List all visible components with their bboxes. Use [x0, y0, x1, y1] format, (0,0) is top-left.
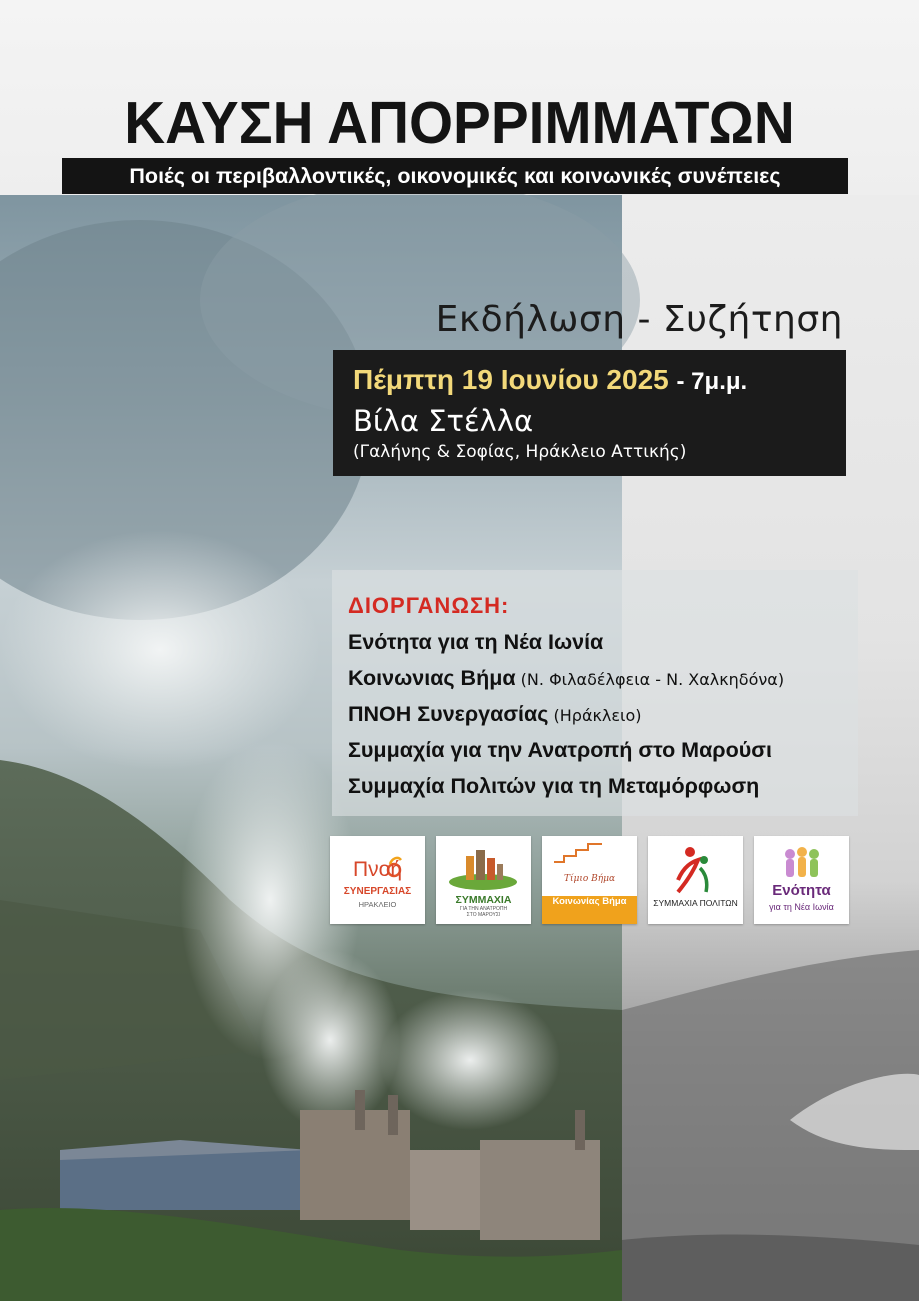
logo-symmaxia-line2: ΣΤΟ ΜΑΡΟΥΣΙ [466, 912, 501, 918]
organizer-item [348, 696, 784, 732]
logo-pnoi-line1: ΣΥΝΕΡΓΑΣΙΑΣ [343, 886, 412, 897]
event-time: - 7μ.μ. [676, 368, 748, 395]
chimney [575, 1110, 585, 1150]
smoke-plume [0, 530, 320, 770]
logo-politon-word: ΣΥΜΜΑΧΙΑ ΠΟΛΙΤΩΝ [653, 898, 738, 908]
foreground-trees-gray [622, 1235, 919, 1301]
event-venue: Βίλα Στέλλα [353, 404, 534, 438]
event-details-box [333, 350, 846, 476]
logo-symmaxia-word: ΣΥΜΜΑΧΙΑ [455, 894, 512, 906]
event-address: (Γαλήνης & Σοφίας, Ηράκλειο Αττικής) [353, 442, 687, 462]
organizer-item [348, 624, 784, 660]
organizer-note: (Ηράκλειο) [548, 706, 642, 725]
organizer-item [348, 732, 784, 768]
organizers-heading: ΔΙΟΡΓΑΝΩΣΗ: [348, 593, 510, 618]
smoke-plume [380, 990, 560, 1130]
factory-shed [60, 1150, 310, 1210]
organizer-name: Κοινωνιας Βήμα [348, 666, 516, 690]
smoke-plume [260, 950, 400, 1130]
organizers-list [348, 624, 784, 804]
logo-symmaxia-line1: ΓΙΑ ΤΗΝ ΑΝΑΤΡΟΠΗ [459, 906, 508, 912]
logo-enotita-word: Ενότητα [772, 882, 831, 899]
poster-subtitle: Ποιές οι περιβαλλοντικές, οικονομικές και κοινωνικές συνέπειες [62, 158, 848, 194]
logo-symmaxia-politon [648, 836, 743, 924]
poster-title: ΚΑΥΣΗ ΑΠΟΡΡΙΜΜΑΤΩΝ [124, 90, 795, 156]
organizer-note: (Ν. Φιλαδέλφεια - Ν. Χαλκηδόνα) [515, 670, 785, 689]
logo-enotita [754, 836, 849, 924]
factory-building [480, 1140, 600, 1240]
logo-vima-script: Τίμιο Βήμα [563, 874, 616, 884]
organizer-logos [330, 836, 850, 924]
organizer-name: Συμμαχία Πολιτών για τη Μεταμόρφωση [348, 774, 760, 798]
organizer-item [348, 768, 784, 804]
organizer-item [348, 660, 784, 696]
logo-pnoi-synergasias [330, 836, 425, 924]
chimney [388, 1095, 398, 1135]
figures-icon [648, 836, 743, 924]
logo-koinonias-vima [542, 836, 637, 924]
event-type: Εκδήλωση - Συζήτηση [435, 299, 843, 340]
organizers-panel [332, 570, 858, 816]
organizer-name: Ενότητα για τη Νέα Ιωνία [348, 630, 604, 654]
organizer-name: Συμμαχία για την Ανατροπή στο Μαρούσι [348, 738, 772, 762]
chimney [355, 1090, 365, 1130]
logo-vima-word: Κοινωνίας Βήμα [552, 896, 627, 907]
event-date-line [353, 360, 747, 402]
logo-symmaxia-marousi [436, 836, 531, 924]
logo-enotita-line1: για τη Νέα Ιωνία [769, 902, 834, 912]
logo-pnoi-word: Πνοή [352, 858, 403, 881]
organizer-name: ΠΝΟΗ Συνεργασίας [348, 702, 549, 726]
event-date: Πέμπτη 19 Ιουνίου 2025 [353, 364, 669, 395]
factory-building [410, 1150, 480, 1230]
logo-pnoi-line2: ΗΡΑΚΛΕΙΟ [358, 900, 397, 909]
